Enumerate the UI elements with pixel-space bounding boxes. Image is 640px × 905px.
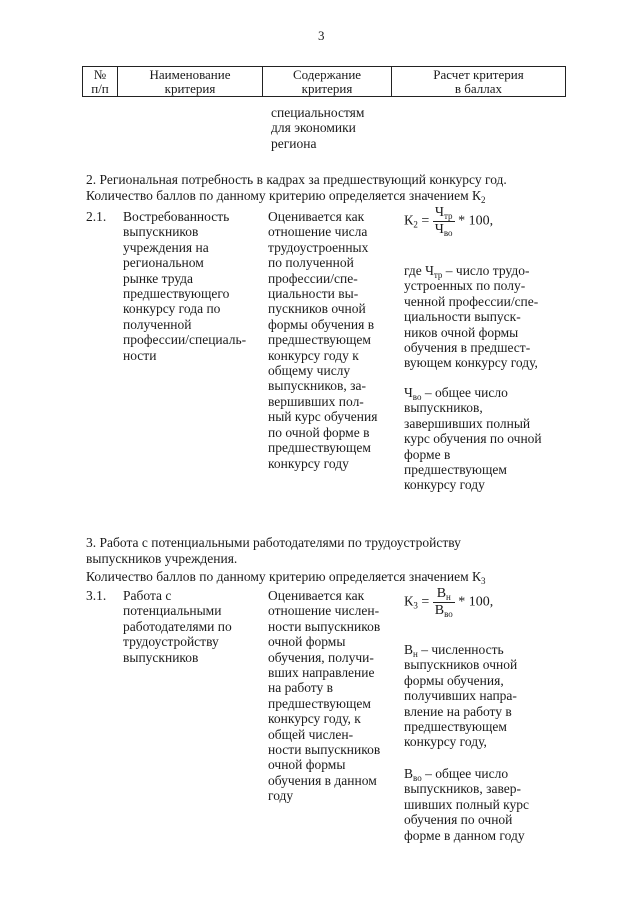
section-3-title: 3. Работа с потенциальными работодателями по трудоустройству выпускников учреждения. (86, 535, 461, 566)
row-2-1-definition-2: $Ч_{во}$ – общее число выпускников, завершивших полный курс обучения по очной форме в предшествующем конкурсу году (404, 385, 542, 493)
page-number: 3 (318, 28, 325, 43)
header-name: Наименование критерия (118, 67, 263, 97)
criteria-table-header (82, 66, 566, 97)
row-3-1-definition-1: $В_н$ – численность выпускников очной формы обучения, получивших напра- вление на работу в предшествующем конкурсу году, (404, 642, 518, 750)
row-3-1-number: 3.1. (86, 588, 107, 603)
row-3-1-name: Работа с потенциальными работодателями по трудоустройству выпускников (123, 588, 232, 665)
section-2-title: 2. Региональная потребность в кадрах за предшествующий конкурсу год. (86, 172, 507, 187)
section-3-points-note: Количество баллов по данному критерию определяется значением $К_3$ (86, 569, 486, 586)
formula-k2: $К_2$ = $\frac{Ч_{тр}}{Ч_{во}}$ * 100, (404, 205, 494, 238)
formula-k2-fraction: $\frac{Ч_{тр}}{Ч_{во}}$ (434, 205, 453, 238)
section-2-points-note: Количество баллов по данному критерию определяется значением $К_2$ (86, 188, 486, 205)
carryover-text: специальностям для экономики региона (271, 105, 365, 151)
row-3-1-definition-2: $В_{во}$ – общее число выпускников, завер- шивших полный курс обучения по очной форме в данном году (404, 766, 530, 843)
header-number: № п/п (83, 67, 118, 97)
formula-k3: $К_3$ = $\frac{В_н}{В_{во}}$ * 100, (404, 586, 494, 619)
row-2-1-content: Оценивается как отношение числа трудоустроенных по полученной профессии/спе- циальности вы- пускников очной формы обучения в предшествующем конкурсу году к общему числу выпускников, за- вершивших пол- ный курс обучения по очной форме в предшествующем конкурсу году (268, 209, 378, 471)
row-2-1-number: 2.1. (86, 209, 107, 224)
header-content: Содержание критерия (263, 67, 392, 97)
row-3-1-content: Оценивается как отношение числен- ности выпускников очной формы обучения, получи- вших направление на работу в предшествующем конкурсу году, к общей числен- ности выпускников очной формы обучения в данном году (268, 588, 381, 804)
row-2-1-name: Востребованность выпускников учреждения на региональном рынке труда предшествующего конкурсу года по полученной профессии/специаль- ности (123, 209, 247, 363)
row-2-1-definition-1: где $Ч_{тр}$ – число трудо- устроенных по полу- ченной профессии/спе- циальности выпуск- ников очной формы обучения в предшест- вующем конкурсу году, (404, 263, 539, 371)
header-calculation: Расчет критерия в баллах (392, 67, 566, 97)
formula-k3-fraction: $\frac{В_н}{В_{во}}$ (434, 586, 453, 619)
